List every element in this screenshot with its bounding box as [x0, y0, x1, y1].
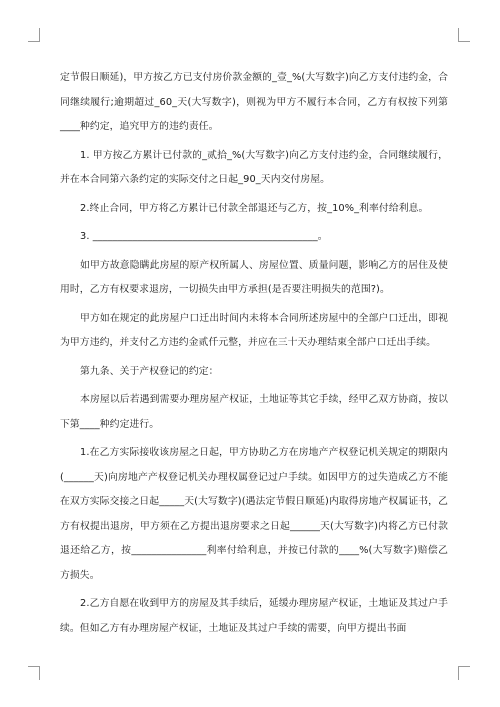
crop-mark-bottom-right [458, 666, 470, 680]
crop-mark-top-left [28, 28, 40, 42]
section-heading-article-9: 第九条、关于产权登记的约定： [80, 365, 219, 377]
paragraph-2: 1. 甲方按乙方累计已付款的_贰拾_%(大写数字)向乙方支付违约金，合同继续履行，并在本合同第六条约定的实际交付之日起_90_天内交付房屋。 [60, 149, 448, 185]
paragraph-10: 2.乙方自愿在收到甲方的房屋及其手续后，延缓办理房屋产权证，土地证及其过户手续。但如乙方有办理房屋产权证，土地证及其过户手续的需要，向甲方提出书面 [60, 598, 448, 634]
paragraph-4: 3. _____________________________________________。 [80, 231, 328, 242]
paragraph-3: 2.终止合同，甲方将乙方累计已付款全部退还与乙方，按_10%_利率付给利息。 [80, 202, 429, 214]
crop-mark-top-right [458, 28, 470, 42]
document-body [60, 66, 448, 645]
paragraph-1: 定节假日顺延)，甲方按乙方已支付房价款金额的_壹_%(大写数字)向乙方支付违约金，合同继续履行;逾期超过_60_天(大写数字)，则视为甲方不履行本合同，乙方有权按下列第____种约定，追究甲方的违约责任。 [60, 72, 448, 132]
paragraph-6: 甲方如在规定的此房屋户口迁出时间内未将本合同所述房屋中的全部户口迁出，即视为甲方违约，并支付乙方违约金贰仟元整，并应在三十天办理结束全部户口迁出手续。 [60, 312, 448, 348]
crop-mark-bottom-left [28, 666, 40, 680]
paragraph-9: 1.在乙方实际接收该房屋之日起，甲方协助乙方在房地产产权登记机关规定的期限内(______天)向房地产产权登记机关办理权属登记过户手续。如因甲方的过失造成乙方不能在双方实际交接之日起_____天(大写数字)(遇法定节假日顺延)内取得房地产权属证书，乙方有权提出退房，甲方须在乙方提出退房要求之日起______天(大写数字)内将乙方已付款退还给乙方，按_______________利率付给利息，并按已付款的____%(大写数字)赔偿乙方损失。 [60, 447, 448, 581]
paragraph-8: 本房屋以后若遇到需要办理房屋产权证，土地证等其它手续，经甲乙双方协商，按以下第____种约定进行。 [60, 394, 448, 430]
paragraph-5: 如甲方故意隐瞒此房屋的原产权所属人、房屋位置、质量问题，影响乙方的居住及使用时，乙方有权要求退房，一切损失由甲方承担(是否要注明损失的范围?)。 [60, 259, 448, 295]
